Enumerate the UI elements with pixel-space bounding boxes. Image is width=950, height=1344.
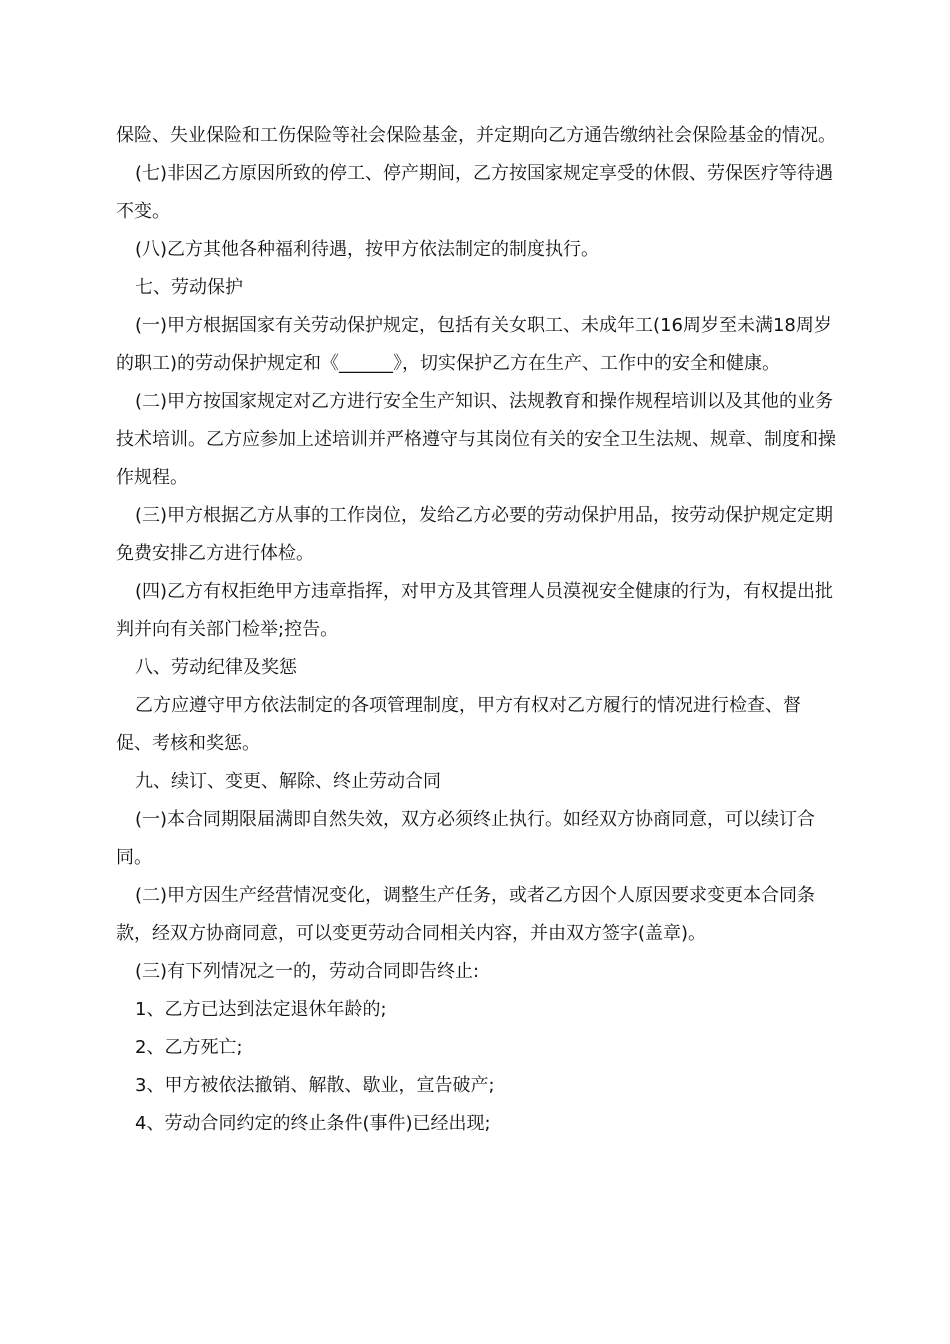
section-heading-labor-protection: 七、劳动保护 xyxy=(135,277,243,298)
list-item-retirement: 1、乙方已达到法定退休年龄的; xyxy=(135,999,387,1020)
paragraph-contract-1: (一)本合同期限届满即自然失效，双方必须终止执行。如经双方协商同意，可以续订合同。 xyxy=(116,809,816,868)
paragraph-protection-2: (二)甲方按国家规定对乙方进行安全生产知识、法规教育和操作规程培训以及其他的业务技术培训。乙方应参加上述培训并严格遵守与其岗位有关的安全卫生法规、规章、制度和操作规程。 xyxy=(116,391,836,488)
section-heading-contract-changes: 九、续订、变更、解除、终止劳动合同 xyxy=(135,771,441,792)
list-item-death: 2、乙方死亡; xyxy=(135,1037,243,1058)
list-item-bankruptcy: 3、甲方被依法撤销、解散、歇业，宣告破产; xyxy=(135,1075,495,1096)
list-item-termination-condition: 4、劳动合同约定的终止条件(事件)已经出现; xyxy=(135,1113,491,1134)
paragraph-protection-4: (四)乙方有权拒绝甲方违章指挥，对甲方及其管理人员漠视安全健康的行为，有权提出批判并向有关部门检举;控告。 xyxy=(116,581,834,640)
section-heading-discipline: 八、劳动纪律及奖惩 xyxy=(135,657,297,678)
paragraph-contract-2: (二)甲方因生产经营情况变化，调整生产任务，或者乙方因个人原因要求变更本合同条款，经双方协商同意，可以变更劳动合同相关内容，并由双方签字(盖章)。 xyxy=(116,885,816,944)
paragraph-clause-7: (七)非因乙方原因所致的停工、停产期间，乙方按国家规定享受的休假、劳保医疗等待遇不变。 xyxy=(116,163,834,222)
paragraph-contract-3: (三)有下列情况之一的，劳动合同即告终止: xyxy=(135,961,480,982)
document-body xyxy=(116,117,836,1143)
paragraph-protection-1: (一)甲方根据国家有关劳动保护规定，包括有关女职工、未成年工(16周岁至未满18周岁的职工)的劳动保护规定和《______》，切实保护乙方在生产、工作中的安全和健康。 xyxy=(116,315,832,374)
paragraph-protection-3: (三)甲方根据乙方从事的工作岗位，发给乙方必要的劳动保护用品，按劳动保护规定定期免费安排乙方进行体检。 xyxy=(116,505,834,564)
paragraph-clause-8: (八)乙方其他各种福利待遇，按甲方依法制定的制度执行。 xyxy=(135,239,600,260)
paragraph-discipline: 乙方应遵守甲方依法制定的各项管理制度，甲方有权对乙方履行的情况进行检查、督促、考核和奖惩。 xyxy=(116,695,801,754)
paragraph-social-insurance: 保险、失业保险和工伤保险等社会保险基金，并定期向乙方通告缴纳社会保险基金的情况。 xyxy=(116,125,836,146)
